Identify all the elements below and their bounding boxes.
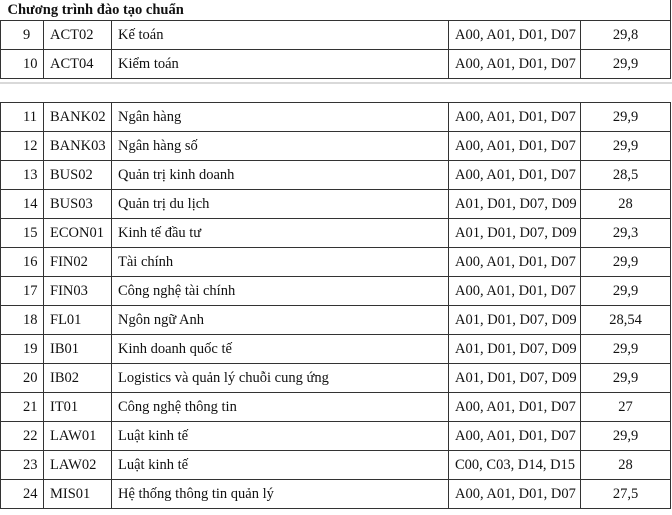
- subject-combinations: A00, A01, D01, D07: [449, 50, 581, 79]
- row-number: 17: [1, 277, 44, 306]
- subject-combinations: A00, A01, D01, D07: [449, 480, 581, 509]
- row-number: 10: [1, 50, 44, 79]
- admission-score: 29,9: [581, 248, 671, 277]
- page-gap: [0, 82, 672, 102]
- table-row: [1, 335, 671, 364]
- table-row: [1, 451, 671, 480]
- admission-score: 27,5: [581, 480, 671, 509]
- program-name: Công nghệ thông tin: [112, 393, 449, 422]
- subject-combinations: A01, D01, D07, D09: [449, 219, 581, 248]
- table-row: [1, 364, 671, 393]
- program-name: Kinh doanh quốc tế: [112, 335, 449, 364]
- program-code: ECON01: [44, 219, 112, 248]
- row-number: 13: [1, 161, 44, 190]
- program-name: Tài chính: [112, 248, 449, 277]
- subject-combinations: A00, A01, D01, D07: [449, 277, 581, 306]
- admission-score: 28,5: [581, 161, 671, 190]
- admission-table-top: [0, 0, 671, 79]
- table-row: [1, 50, 671, 79]
- admission-score: 29,9: [581, 277, 671, 306]
- program-name: Ngân hàng: [112, 103, 449, 132]
- subject-combinations: A01, D01, D07, D09: [449, 190, 581, 219]
- row-number: 16: [1, 248, 44, 277]
- table-row: [1, 248, 671, 277]
- page-gap-shadow: [0, 82, 672, 84]
- table-row: [1, 21, 671, 50]
- program-code: FIN02: [44, 248, 112, 277]
- program-code: FIN03: [44, 277, 112, 306]
- subject-combinations: C00, C03, D14, D15: [449, 451, 581, 480]
- subject-combinations: A00, A01, D01, D07: [449, 422, 581, 451]
- row-number: 9: [1, 21, 44, 50]
- table-row: [1, 277, 671, 306]
- table-row: [1, 393, 671, 422]
- subject-combinations: A00, A01, D01, D07: [449, 248, 581, 277]
- program-name: Ngân hàng số: [112, 132, 449, 161]
- program-name: Kinh tế đầu tư: [112, 219, 449, 248]
- admission-score: 29,9: [581, 132, 671, 161]
- subject-combinations: A01, D01, D07, D09: [449, 335, 581, 364]
- admission-score: 28: [581, 190, 671, 219]
- program-code: ACT02: [44, 21, 112, 50]
- row-number: 18: [1, 306, 44, 335]
- program-name: Luật kinh tế: [112, 451, 449, 480]
- program-code: IB01: [44, 335, 112, 364]
- program-code: MIS01: [44, 480, 112, 509]
- program-code: BANK03: [44, 132, 112, 161]
- row-number: 14: [1, 190, 44, 219]
- subject-combinations: A00, A01, D01, D07: [449, 103, 581, 132]
- table-row: [1, 219, 671, 248]
- admission-score: 29,8: [581, 21, 671, 50]
- program-code: BUS03: [44, 190, 112, 219]
- row-number: 20: [1, 364, 44, 393]
- program-code: FL01: [44, 306, 112, 335]
- admission-score: 27: [581, 393, 671, 422]
- program-name: Quản trị kinh doanh: [112, 161, 449, 190]
- program-name: Luật kinh tế: [112, 422, 449, 451]
- subject-combinations: A00, A01, D01, D07: [449, 161, 581, 190]
- subject-combinations: A00, A01, D01, D07: [449, 21, 581, 50]
- admission-score: 28: [581, 451, 671, 480]
- program-name: Ngôn ngữ Anh: [112, 306, 449, 335]
- admission-score: 29,9: [581, 103, 671, 132]
- table-row: [1, 480, 671, 509]
- program-name: Kế toán: [112, 21, 449, 50]
- program-code: BUS02: [44, 161, 112, 190]
- subject-combinations: A00, A01, D01, D07: [449, 132, 581, 161]
- table-row: [1, 161, 671, 190]
- row-number: 12: [1, 132, 44, 161]
- admission-score: 29,9: [581, 50, 671, 79]
- row-number: 11: [1, 103, 44, 132]
- table-row: [1, 132, 671, 161]
- row-number: 23: [1, 451, 44, 480]
- program-code: ACT04: [44, 50, 112, 79]
- subject-combinations: A01, D01, D07, D09: [449, 364, 581, 393]
- admission-score: 29,9: [581, 364, 671, 393]
- table-row: [1, 103, 671, 132]
- row-number: 15: [1, 219, 44, 248]
- program-code: LAW01: [44, 422, 112, 451]
- admission-score: 29,9: [581, 422, 671, 451]
- program-code: BANK02: [44, 103, 112, 132]
- row-number: 22: [1, 422, 44, 451]
- program-code: IT01: [44, 393, 112, 422]
- program-name: Logistics và quản lý chuỗi cung ứng: [112, 364, 449, 393]
- table-row: [1, 306, 671, 335]
- program-name: Kiểm toán: [112, 50, 449, 79]
- row-number: 19: [1, 335, 44, 364]
- program-name: Công nghệ tài chính: [112, 277, 449, 306]
- program-name: Quản trị du lịch: [112, 190, 449, 219]
- program-code: IB02: [44, 364, 112, 393]
- subject-combinations: A01, D01, D07, D09: [449, 306, 581, 335]
- admission-score: 29,3: [581, 219, 671, 248]
- admission-score: 28,54: [581, 306, 671, 335]
- row-number: 21: [1, 393, 44, 422]
- section-heading-row: [1, 0, 671, 21]
- row-number: 24: [1, 480, 44, 509]
- admission-table-bottom: [0, 102, 671, 509]
- program-name: Hệ thống thông tin quản lý: [112, 480, 449, 509]
- program-code: LAW02: [44, 451, 112, 480]
- table-row: [1, 422, 671, 451]
- section-heading: Chương trình đào tạo chuẩn: [1, 0, 671, 21]
- admission-score: 29,9: [581, 335, 671, 364]
- table-row: [1, 190, 671, 219]
- subject-combinations: A00, A01, D01, D07: [449, 393, 581, 422]
